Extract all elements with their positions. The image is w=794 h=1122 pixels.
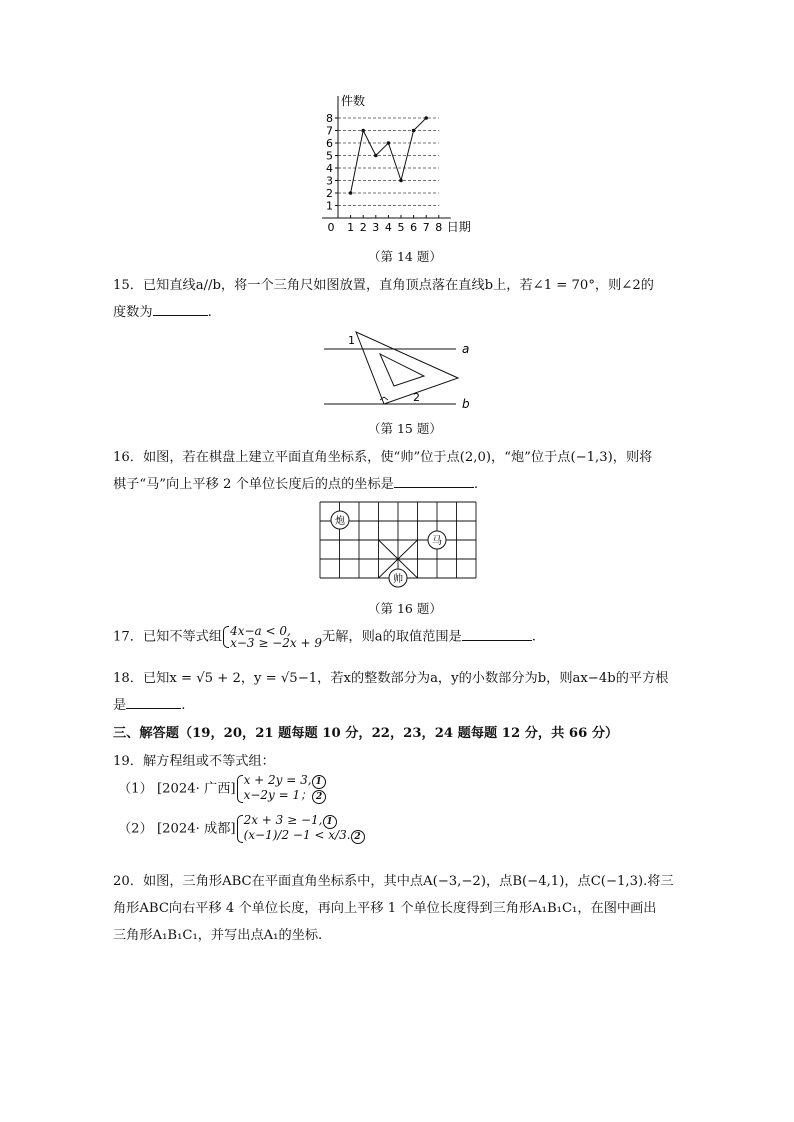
q19-title: 19．解方程组或不等式组： [113,754,275,769]
x-tick-label: 7 [422,221,430,234]
y-tick-label: 5 [326,149,333,163]
q14-caption: （第 14 题） [368,249,442,264]
q20-line3: 三角形A₁B₁C₁，并写出点A₁的坐标. [113,928,323,943]
q16-caption: （第 16 题） [368,601,442,616]
y-tick-label: 1 [326,199,333,213]
y-tick-label: 7 [326,124,333,138]
x-tick-label: 1 [347,221,355,234]
q20-line1: 20．如图，三角形ABC在平面直角坐标系中，其中点A(−3,−2)，点B(−4,1)，点C(−1,3).将三 [113,874,674,889]
angle-1-label: 1 [348,334,355,347]
angle-2-label: 2 [413,391,420,404]
chart-grid [338,118,439,206]
q18-answer-blank[interactable] [126,696,181,709]
data-point [412,129,416,133]
origin-label: 0 [327,221,335,234]
q16-chessboard [316,500,480,592]
y-tick-label: 4 [326,162,333,175]
q19-part1: （1） [2024· 广西]x + 2y = 3, 1 x−2y = 1； 2 [118,774,326,804]
q18-text2: 是 . [113,698,186,713]
x-tick-label: 8 [435,221,443,234]
q20-line2: 角形ABC向右平移 4 个单位长度，再向上平移 1 个单位长度得到三角形A₁B₁C₁，在图中画出 [113,901,657,916]
q19-part2: （2） [2024· 成都]2x + 3 ≥ −1, 1 (x−1)/2 −1 < x/3. 2 [118,814,365,844]
y-tick-label: 6 [326,137,333,150]
y-tick-label: 3 [326,174,333,188]
x-tick-label: 5 [397,221,405,234]
chart-axes [322,96,451,218]
data-point [424,116,428,120]
triangle-ruler-inner [380,354,424,386]
svg-text:帅: 帅 [393,574,403,585]
y-tick-label: 8 [326,112,333,125]
chart-ticks [326,93,471,234]
q19-p1-system: x + 2y = 3, 1 x−2y = 1； 2 [236,774,327,804]
section-3-heading: 三、解答题（19，20，21 题每题 10 分，22，23，24 题每题 12 分，共 66 分） [113,726,619,741]
x-axis-label: 日期 [446,220,471,234]
label-b: b [462,397,470,410]
q15-text2: 度数为 . [113,305,212,320]
data-point [349,191,353,195]
label-a: a [462,342,470,356]
q17-answer-blank[interactable] [462,628,532,641]
q18-text: 18．已知x = √5 + 2，y = √5−1，若x的整数部分为a，y的小数部分为b，则ax−4b的平方根 [113,671,669,686]
q15-text: 15．已知直线a//b，将一个三角尺如图放置，直角顶点落在直线b上，若∠1 = 70°，则∠2的 [113,278,654,293]
data-point [399,179,403,183]
data-point [387,141,391,145]
q17-inequality-system: 4x−a < 0, x−3 ≥ −2x + 9 [222,625,322,649]
y-tick-label: 2 [326,187,333,200]
svg-text:马: 马 [432,536,442,547]
q16-text: 16．如图，若在棋盘上建立平面直角坐标系，使“帅”位于点(2,0)，“炮”位于点(−1,3)，则将 [113,450,653,465]
data-point [374,154,378,158]
svg-text:炮: 炮 [335,516,345,527]
q16-text2: 棋子“马”向上平移 2 个单位长度后的点的坐标是 . [113,477,479,492]
piece-pao [331,511,349,529]
piece-ma [428,531,446,549]
q14-line-chart [318,92,478,237]
q15-caption: （第 15 题） [368,421,442,436]
data-point [361,129,365,133]
q19-p2-system: 2x + 3 ≥ −1, 1 (x−1)/2 −1 < x/3. 2 [236,814,365,844]
y-axis-label: 件数 [341,94,366,108]
q15-answer-blank[interactable] [153,303,208,316]
x-tick-label: 4 [384,221,392,234]
x-tick-label: 6 [410,221,418,234]
q15-figure [318,326,478,410]
x-tick-label: 2 [359,221,367,234]
q16-answer-blank[interactable] [394,475,474,488]
q17-text: 17．已知不等式组 4x−a < 0, x−3 ≥ −2x + 9无解，则a的取值范围是 . [113,624,536,650]
piece-shuai [389,569,407,587]
x-tick-label: 3 [372,221,380,234]
